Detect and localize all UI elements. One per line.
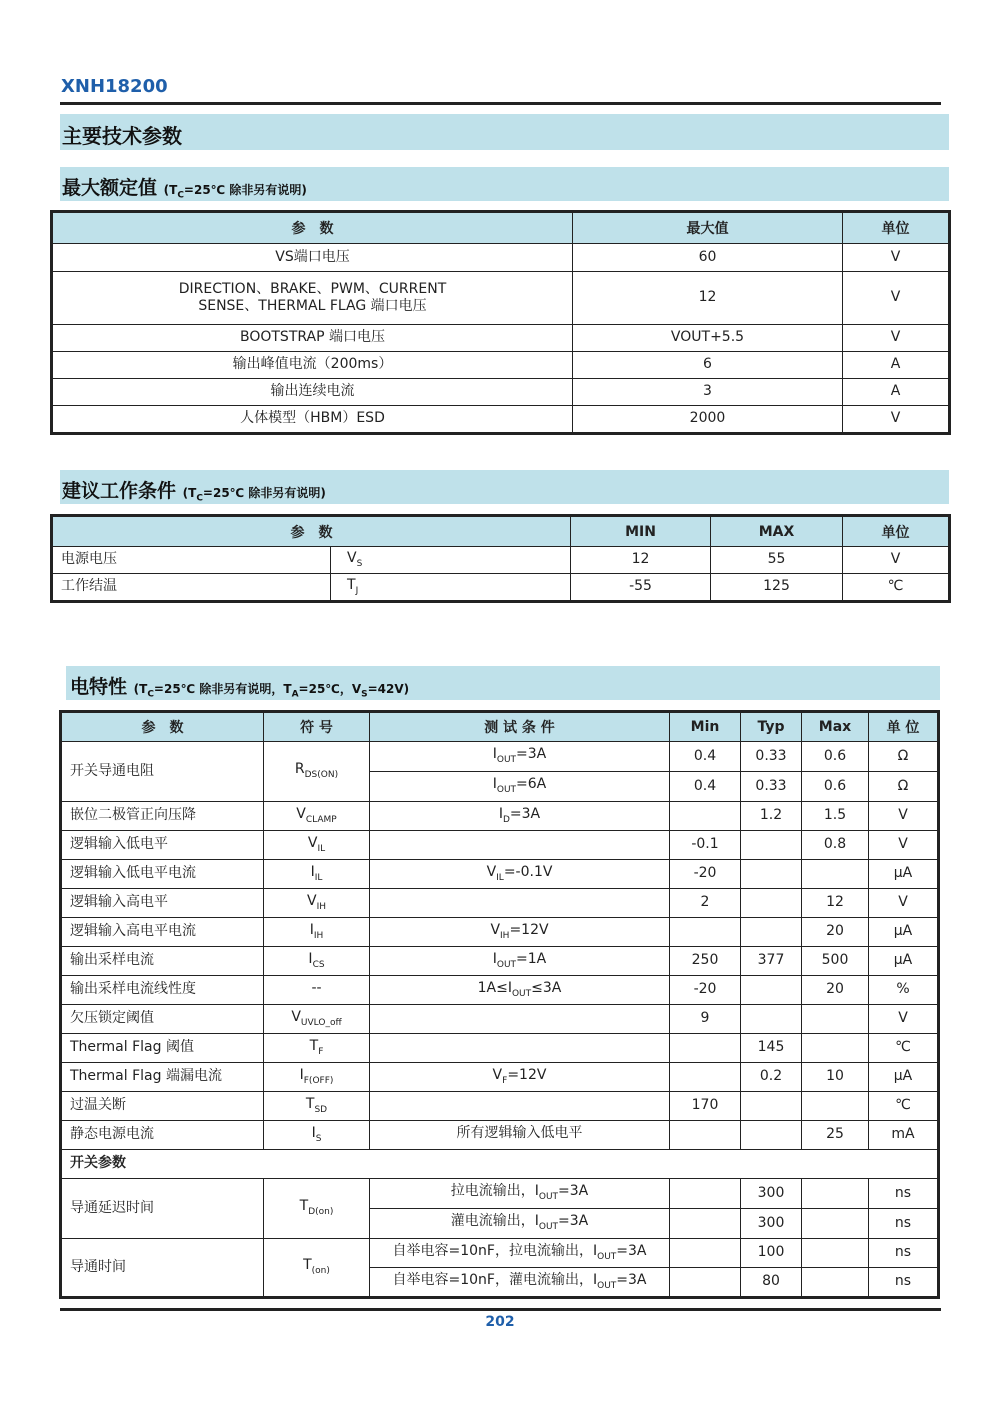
elec-title: 电特性 xyxy=(70,676,128,698)
elec-header-param: 参 数 xyxy=(62,713,264,742)
table-row xyxy=(62,1150,938,1179)
table-row: Thermal Flag 端漏电流 $I_{F(OFF)}$ $V_F=12V$ 0.2 10 μA xyxy=(62,1063,938,1092)
max-ratings-table xyxy=(52,212,949,433)
table-row: 输出峰值电流（200ms） 6 A xyxy=(53,352,949,379)
elec-condition: ($T_C=25℃$ 除非另有说明，$T_A=25℃$，$V_S=42V$) xyxy=(133,682,410,700)
table-row: DIRECTION、BRAKE、PWM、CURRENT SENSE、THERMAL FLAG 端口电压 12 V xyxy=(53,272,949,325)
table-row: 电源电压 $V_S$ 12 55 V xyxy=(53,547,949,574)
rec-conditions-condition: ($T_C=25℃$ 除非另有说明) xyxy=(182,486,326,504)
table-row: 逻辑输入低电平电流 $I_{IL}$ $V_{IL}=-0.1V$ -20 μA xyxy=(62,860,938,889)
table-row: 逻辑输入高电平 $V_{IH}$ 2 12 V xyxy=(62,889,938,918)
elec-header-symbol: 符 号 xyxy=(264,713,370,742)
switch-section-label: 开关参数 xyxy=(62,1150,938,1179)
rec-header-max: MAX xyxy=(711,517,843,547)
main-section-title: 主要技术参数 xyxy=(62,124,182,148)
table-row: 导通时间 $T_{(on)}$ 自举电容=10nF，拉电流输出，$I_{OUT}=3A$ 100 ns xyxy=(62,1239,938,1268)
max-ratings-header-unit: 单位 xyxy=(843,213,949,244)
table-row: 欠压锁定阈值 $V_{UVLO\_off}$ 9 V xyxy=(62,1005,938,1034)
elec-header-unit: 单 位 xyxy=(869,713,938,742)
rec-header-unit: 单位 xyxy=(843,517,949,547)
elec-bar xyxy=(66,666,940,700)
table-row: 工作结温 $T_J$ -55 125 ℃ xyxy=(53,574,949,601)
table-row: 人体模型（HBM）ESD 2000 V xyxy=(53,406,949,433)
elec-header-max: Max xyxy=(802,713,869,742)
table-row: 嵌位二极管正向压降 $V_{CLAMP}$ $I_D=3A$ 1.2 1.5 V xyxy=(62,802,938,831)
rec-header-param: 参 数 xyxy=(53,517,571,547)
table-row: 过温关断 $T_{SD}$ 170 ℃ xyxy=(62,1092,938,1121)
table-row: 自举电容=10nF，灌电流输出，$I_{OUT}=3A$ 80 ns xyxy=(62,1268,938,1297)
max-ratings-header-value: 最大值 xyxy=(573,213,843,244)
rec-conditions-title: 建议工作条件 xyxy=(62,480,177,502)
table-row: Thermal Flag 阈值 $T_F$ 145 ℃ xyxy=(62,1034,938,1063)
table-row: 静态电源电流 $I_S$ 所有逻辑输入低电平 25 mA xyxy=(62,1121,938,1150)
max-ratings-title: 最大额定值 xyxy=(62,177,158,199)
table-row: 逻辑输入低电平 $V_{IL}$ -0.1 0.8 V xyxy=(62,831,938,860)
table-row: VS端口电压 60 V xyxy=(53,244,949,272)
elec-heading xyxy=(70,672,409,699)
table-row: 输出连续电流 3 A xyxy=(53,379,949,406)
table-row: 逻辑输入高电平电流 $I_{IH}$ $V_{IH}=12V$ 20 μA xyxy=(62,918,938,947)
elec-header-typ: Typ xyxy=(741,713,802,742)
elec-table xyxy=(61,712,938,1297)
main-section-bar xyxy=(60,114,949,150)
elec-header-min: Min xyxy=(670,713,741,742)
header-rule xyxy=(60,102,941,105)
page-number: 202 xyxy=(485,1314,515,1330)
rec-conditions-heading xyxy=(62,476,326,503)
max-ratings-heading xyxy=(62,173,307,200)
table-row: 输出采样电流 $I_{CS}$ $I_{OUT}=1A$ 250 377 500 μA xyxy=(62,947,938,976)
rec-conditions-bar xyxy=(60,470,949,504)
table-row: 输出采样电流线性度 -- $1A\le I_{OUT}\le 3A$ -20 20 % xyxy=(62,976,938,1005)
doc-title: XNH18200 xyxy=(61,76,168,97)
table-row: 开关导通电阻 $R_{DS(ON)}$ $I_{OUT}=3A$ 0.4 0.33 0.6 Ω xyxy=(62,742,938,772)
max-ratings-bar xyxy=(60,167,949,201)
footer-rule xyxy=(60,1308,941,1311)
table-row: 导通延迟时间 $T_{D(on)}$ 拉电流输出，$I_{OUT}=3A$ 300 ns xyxy=(62,1179,938,1209)
table-row: 灌电流输出，$I_{OUT}=3A$ 300 ns xyxy=(62,1209,938,1239)
max-ratings-header-param: 参 数 xyxy=(53,213,573,244)
rec-conditions-table xyxy=(52,516,949,601)
max-ratings-condition: ($T_C=25℃$ 除非另有说明) xyxy=(163,183,307,201)
rec-header-min: MIN xyxy=(571,517,711,547)
table-row: $I_{OUT}=6A$ 0.4 0.33 0.6 Ω xyxy=(62,772,938,802)
table-row: BOOTSTRAP 端口电压 VOUT+5.5 V xyxy=(53,325,949,352)
elec-header-condition: 测 试 条 件 xyxy=(370,713,670,742)
